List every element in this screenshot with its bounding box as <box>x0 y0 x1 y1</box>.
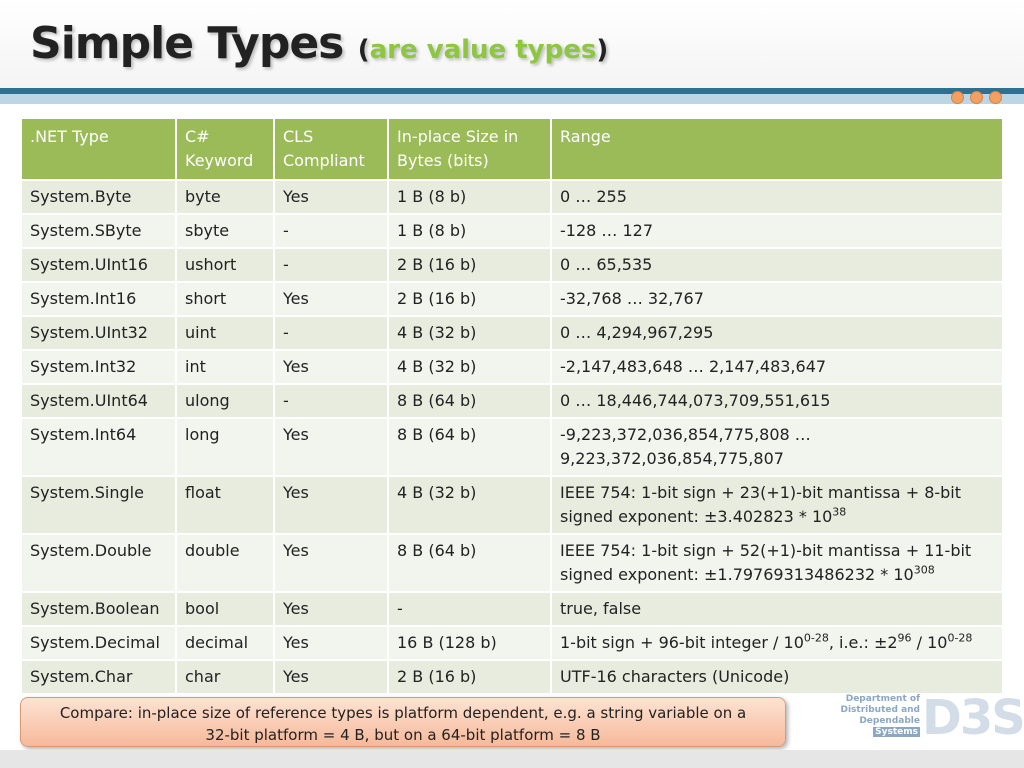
subtitle-open-paren: ( <box>357 35 370 65</box>
cell-keyword: int <box>177 351 273 383</box>
d3s-logo <box>840 690 1024 746</box>
table-row <box>22 661 1002 693</box>
cell-cls: Yes <box>275 627 387 659</box>
cell-cls: - <box>275 385 387 417</box>
cell-cls: - <box>275 317 387 349</box>
cell-range: -128 … 127 <box>552 215 1002 247</box>
cell-range: 0 … 65,535 <box>552 249 1002 281</box>
cell-cls: Yes <box>275 477 387 533</box>
logo-line-3: Dependable <box>859 716 920 726</box>
cell-keyword: long <box>177 419 273 475</box>
cell-range: 0 … 255 <box>552 181 1002 213</box>
range-exponent: 38 <box>832 505 847 519</box>
logo-line-4: Systems <box>875 727 918 737</box>
cell-keyword: byte <box>177 181 273 213</box>
range-exponent: 0-28 <box>947 631 973 645</box>
logo-line-1: Department of <box>845 694 920 704</box>
table-row <box>22 283 1002 315</box>
cell-keyword: char <box>177 661 273 693</box>
cell-size: 4 B (32 b) <box>389 351 550 383</box>
cell-net-type: System.Char <box>22 661 175 693</box>
range-line-1: IEEE 754: 1-bit sign + 23(+1)-bit mantissa + 8-bit <box>560 483 962 502</box>
table-row <box>22 317 1002 349</box>
cell-net-type: System.UInt16 <box>22 249 175 281</box>
cell-cls: Yes <box>275 661 387 693</box>
dot-icon <box>970 91 983 104</box>
title-divider-light <box>0 94 1024 104</box>
table-row <box>22 385 1002 417</box>
cell-size: - <box>389 593 550 625</box>
cell-range <box>552 535 1002 591</box>
range-part-b: , i.e.: ±2 <box>828 633 898 652</box>
cell-range: 0 … 18,446,744,073,709,551,615 <box>552 385 1002 417</box>
cell-net-type: System.Boolean <box>22 593 175 625</box>
table-header-row <box>22 119 1002 179</box>
cell-range <box>552 477 1002 533</box>
table-row <box>22 535 1002 591</box>
table-row <box>22 351 1002 383</box>
table-row <box>22 215 1002 247</box>
cell-keyword: ushort <box>177 249 273 281</box>
cell-keyword: double <box>177 535 273 591</box>
header-cls-compliant: CLS Compliant <box>275 119 387 179</box>
cell-cls: Yes <box>275 419 387 475</box>
note-line-1: Compare: in-place size of reference types is platform dependent, e.g. a string variable on a <box>59 704 747 722</box>
cell-cls: Yes <box>275 283 387 315</box>
range-line-1: -9,223,372,036,854,775,808 … <box>560 425 811 444</box>
cell-keyword: decimal <box>177 627 273 659</box>
cell-size: 2 B (16 b) <box>389 249 550 281</box>
cell-net-type: System.Int64 <box>22 419 175 475</box>
header-range: Range <box>552 119 1002 179</box>
footer-strip <box>0 750 1024 768</box>
dot-icon <box>989 91 1002 104</box>
table-row <box>22 249 1002 281</box>
cell-size: 16 B (128 b) <box>389 627 550 659</box>
cell-range: -32,768 … 32,767 <box>552 283 1002 315</box>
cell-net-type: System.Single <box>22 477 175 533</box>
cell-range <box>552 419 1002 475</box>
table-row <box>22 181 1002 213</box>
range-exponent: 96 <box>897 631 912 645</box>
cell-net-type: System.Byte <box>22 181 175 213</box>
table-row <box>22 593 1002 625</box>
cell-cls: Yes <box>275 181 387 213</box>
page-subtitle: are value types <box>369 35 597 65</box>
subtitle-close-paren: ) <box>596 35 609 65</box>
cell-size: 4 B (32 b) <box>389 477 550 533</box>
cell-cls: - <box>275 249 387 281</box>
cell-range: UTF-16 characters (Unicode) <box>552 661 1002 693</box>
cell-size: 8 B (64 b) <box>389 535 550 591</box>
cell-range: 0 … 4,294,967,295 <box>552 317 1002 349</box>
decorative-dots <box>951 91 1002 104</box>
cell-size: 8 B (64 b) <box>389 385 550 417</box>
cell-range: true, false <box>552 593 1002 625</box>
header-csharp-keyword: C# Keyword <box>177 119 273 179</box>
compare-note <box>20 697 786 747</box>
simple-types-table <box>20 117 1004 695</box>
cell-cls: Yes <box>275 535 387 591</box>
cell-range <box>552 627 1002 659</box>
header-net-type: .NET Type <box>22 119 175 179</box>
title-area <box>0 0 1024 88</box>
range-exponent: 308 <box>913 563 935 577</box>
page-title <box>30 18 608 69</box>
dot-icon <box>951 91 964 104</box>
cell-size: 4 B (32 b) <box>389 317 550 349</box>
note-line-2: 32-bit platform = 4 B, but on a 64-bit platform = 8 B <box>205 726 601 744</box>
cell-size: 2 B (16 b) <box>389 283 550 315</box>
cell-net-type: System.UInt32 <box>22 317 175 349</box>
cell-net-type: System.Int16 <box>22 283 175 315</box>
range-part-a: 1-bit sign + 96-bit integer / 10 <box>560 633 804 652</box>
range-line-2: 9,223,372,036,854,775,807 <box>560 449 784 468</box>
cell-size: 1 B (8 b) <box>389 181 550 213</box>
logo-line-2: Distributed and <box>840 705 920 715</box>
cell-keyword: short <box>177 283 273 315</box>
cell-keyword: sbyte <box>177 215 273 247</box>
cell-size: 2 B (16 b) <box>389 661 550 693</box>
cell-net-type: System.UInt64 <box>22 385 175 417</box>
table-row <box>22 477 1002 533</box>
range-part-c: / 10 <box>911 633 948 652</box>
range-exponent: 0-28 <box>803 631 829 645</box>
cell-keyword: uint <box>177 317 273 349</box>
range-line-2: signed exponent: ±3.402823 * 10 <box>560 507 833 526</box>
cell-size: 8 B (64 b) <box>389 419 550 475</box>
cell-cls: - <box>275 215 387 247</box>
cell-keyword: float <box>177 477 273 533</box>
cell-net-type: System.Decimal <box>22 627 175 659</box>
header-size: In-place Size in Bytes (bits) <box>389 119 550 179</box>
cell-keyword: ulong <box>177 385 273 417</box>
table-row <box>22 419 1002 475</box>
range-line-2: signed exponent: ±1.79769313486232 * 10 <box>560 565 914 584</box>
logo-text <box>840 694 920 738</box>
logo-mark: D3S <box>922 690 1024 746</box>
cell-size: 1 B (8 b) <box>389 215 550 247</box>
cell-range: -2,147,483,648 … 2,147,483,647 <box>552 351 1002 383</box>
cell-net-type: System.Int32 <box>22 351 175 383</box>
cell-cls: Yes <box>275 351 387 383</box>
title-text: Simple Types <box>30 18 344 69</box>
cell-net-type: System.Double <box>22 535 175 591</box>
cell-net-type: System.SByte <box>22 215 175 247</box>
range-line-1: IEEE 754: 1-bit sign + 52(+1)-bit mantissa + 11-bit <box>560 541 972 560</box>
cell-cls: Yes <box>275 593 387 625</box>
cell-keyword: bool <box>177 593 273 625</box>
table-row <box>22 627 1002 659</box>
